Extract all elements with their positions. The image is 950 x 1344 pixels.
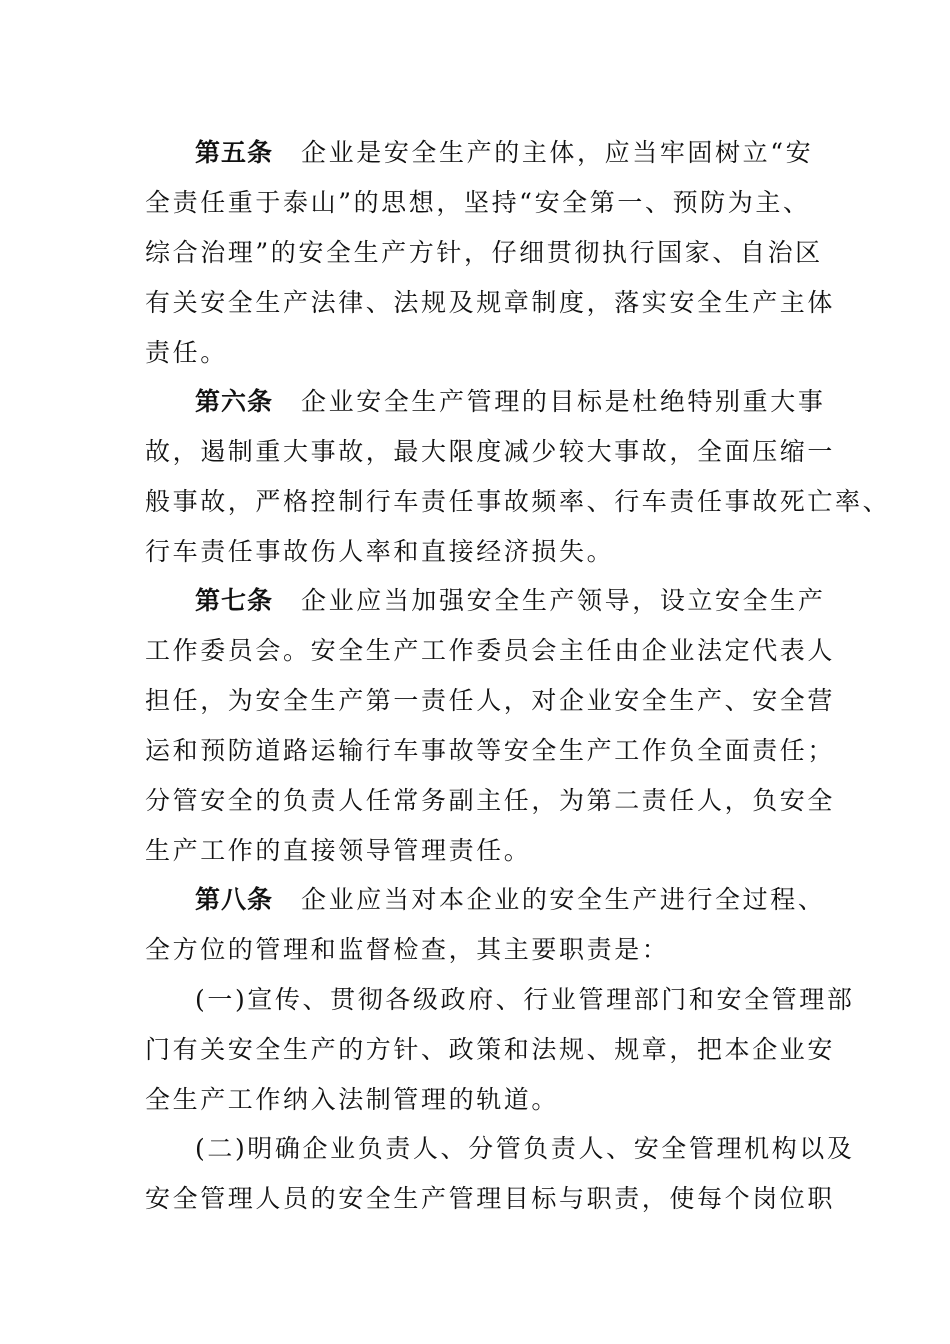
article-number: 第五条 [195, 138, 274, 167]
article-7-line-3: 担任，为安全生产第一责任人，对企业安全生产、安全营 [145, 686, 836, 715]
article-number: 第七条 [195, 586, 274, 615]
item-1-line-3: 全生产工作纳入法制管理的轨道。 [145, 1085, 560, 1114]
item-2-line-1: (二)明确企业负责人、分管负责人、安全管理机构以及 [195, 1134, 855, 1163]
article-6-line-1: 第六条 企业安全生产管理的目标是杜绝特别重大事 [195, 387, 826, 416]
article-5-line-4: 有关安全生产法律、法规及规章制度，落实安全生产主体 [145, 288, 836, 317]
article-6-line-2: 故，遏制重大事故，最大限度减少较大事故，全面压缩一 [145, 437, 836, 466]
article-7-line-6: 生产工作的直接领导管理责任。 [145, 836, 532, 865]
article-7-line-4: 运和预防道路运输行车事故等安全生产工作负全面责任； [145, 736, 836, 765]
article-5-line-3: 综合治理”的安全生产方针，仔细贯彻执行国家、自治区 [145, 238, 823, 267]
article-6-line-3: 般事故，严格控制行车责任事故频率、行车责任事故死亡率、 [145, 487, 891, 516]
article-8-line-2: 全方位的管理和监督检查，其主要职责是： [145, 935, 670, 964]
article-7-line-1: 第七条 企业应当加强安全生产领导，设立安全生产 [195, 586, 826, 615]
article-number: 第八条 [195, 885, 274, 914]
article-8-line-1: 第八条 企业应当对本企业的安全生产进行全过程、 [195, 885, 826, 914]
article-5-line-2: 全责任重于泰山”的思想，坚持“安全第一、预防为主、 [145, 188, 811, 217]
article-5-line-1: 第五条 企业是安全生产的主体，应当牢固树立“安 [195, 138, 814, 167]
article-7-line-2: 工作委员会。安全生产工作委员会主任由企业法定代表人 [145, 636, 836, 665]
article-number: 第六条 [195, 387, 274, 416]
article-5-line-5: 责任。 [145, 338, 228, 367]
article-6-line-4: 行车责任事故伤人率和直接经济损失。 [145, 537, 615, 566]
article-7-line-5: 分管安全的负责人任常务副主任，为第二责任人，负安全 [145, 786, 836, 815]
item-2-line-2: 安全管理人员的安全生产管理目标与职责，使每个岗位职 [145, 1184, 836, 1213]
item-1-line-1: (一)宣传、贯彻各级政府、行业管理部门和安全管理部 [195, 985, 855, 1014]
item-1-line-2: 门有关安全生产的方针、政策和法规、规章，把本企业安 [145, 1035, 836, 1064]
